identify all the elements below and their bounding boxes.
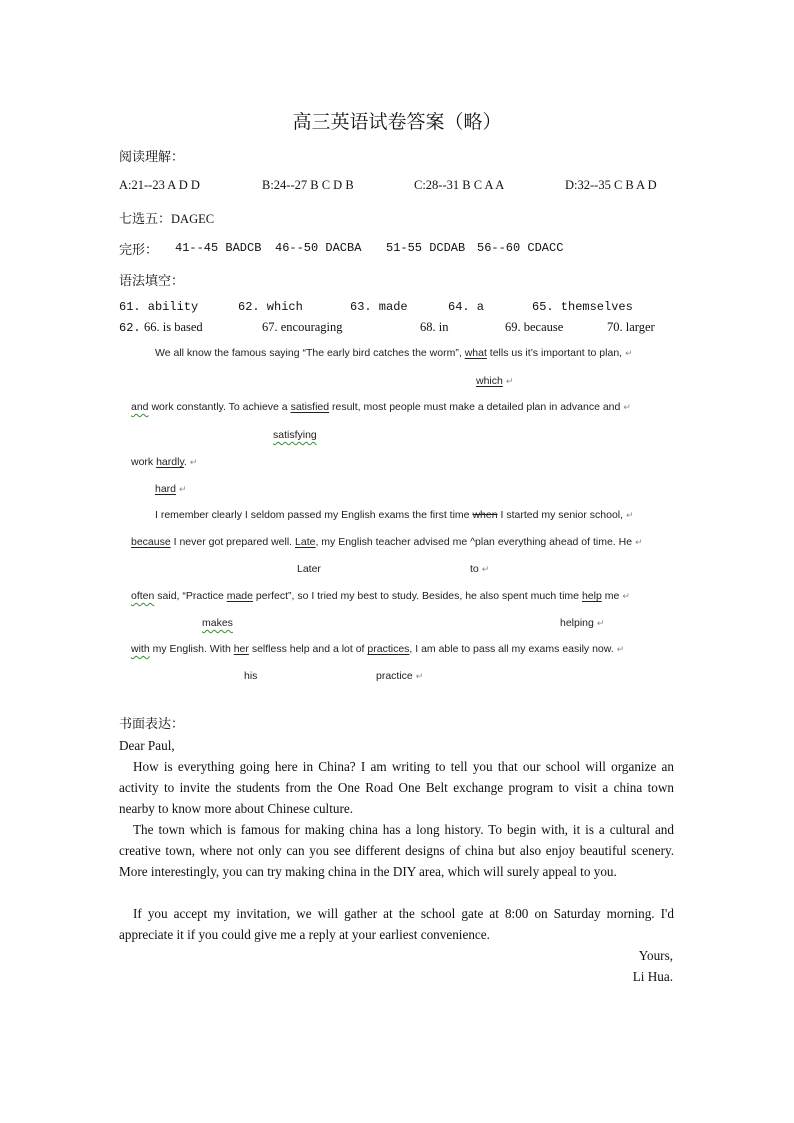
seven-answer: DAGEC [171,212,215,226]
error-late: Late [295,536,316,548]
correction-line-2: and work constantly. To achieve a satisfied result, most people must make a detailed plan in advance and ↵ [131,401,631,413]
letter-paragraph-3: If you accept my invitation, we will gather at the school gate at 8:00 on Saturday morning. I'd appreciate it if you could give me a reply at your earliest convenience. [119,906,674,942]
grammar-row2-prefix: 62. [119,321,141,335]
reading-answer-b: B:24--27 B C D B [262,178,354,192]
correction-fix-to: to ↵ [470,563,490,575]
correction-line-6: often said, “Practice made perfect”, so I tried my best to study. Besides, he also spent much time help me ↵ [131,590,630,602]
reading-heading: 阅读理解： [119,150,185,165]
error-with: with [131,643,150,655]
grammar-answer-69: 69. because [505,320,564,334]
error-made: made [226,590,253,602]
seven-choose-five [119,208,214,228]
reading-answer-d: D:32--35 C B A D [565,178,657,192]
correction-fix-hard: hard ↵ [155,483,187,495]
correction-line-5: because I never got prepared well. Late, my English teacher advised me ^plan everything ahead of time. He ↵ [131,536,643,548]
error-what: what [464,347,487,359]
correction-line-3: work hardly. ↵ [131,456,198,468]
grammar-answer-62: 62. which [238,300,303,314]
writing-heading: 书面表达： [119,717,185,732]
letter-paragraph-1: How is everything going here in China? I am writing to tell you that our school will organize an activity to invite the students from the One Road One Belt exchange program to visit a china town nearby to know more about Chinese culture. [119,759,674,816]
letter-signature: Li Hua. [632,969,673,984]
reading-answer-a: A:21--23 A D D [119,178,200,192]
correction-fix-helping: helping ↵ [560,617,605,629]
error-often: often [131,590,155,602]
error-hardly: hardly [156,456,184,468]
cloze-group-1: 41--45 BADCB [175,241,262,255]
grammar-answer-61: 61. ability [119,300,199,314]
cloze-group-3: 51-55 DCDAB [386,241,466,255]
error-because: because [131,536,171,548]
reading-answer-c: C:28--31 B C A A [414,178,505,192]
correction-fix-later: Later [297,563,321,575]
cloze-heading: 完形： [119,243,159,258]
correction-line-1: We all know the famous saying “The early bird catches the worm”, what tells us it’s important to plan, ↵ [155,347,633,359]
letter-salutation: Dear Paul, [119,738,175,753]
error-her: her [233,643,249,655]
error-and: and [131,401,149,413]
grammar-answer-68: 68. in [420,320,449,334]
letter-paragraph-2: The town which is famous for making china has a long history. To begin with, it is a cultural and creative town, where not only can you see different designs of china but also enjoy beautiful scenery. More interestingly, you can try making china in the DIY area, which will surely appeal to you. [119,822,674,879]
correction-line-7: with my English. With her selfless help and a lot of practices, I am able to pass all my exams easily now. ↵ [131,643,625,655]
correction-fix-which: which ↵ [476,375,514,387]
grammar-answer-66: 66. is based [144,320,203,334]
seven-heading: 七选五： [119,212,172,227]
grammar-answer-64: 64. a [448,300,485,314]
correction-fix-makes: makes [202,617,233,629]
error-help: help [581,590,602,602]
grammar-answer-67: 67. encouraging [262,320,343,334]
error-satisfied: satisfied [290,401,330,413]
grammar-answer-70: 70. larger [607,320,655,334]
grammar-answer-65: 65. themselves [532,300,633,314]
return-mark: ↵ [625,348,633,358]
cloze-group-2: 46--50 DACBA [275,241,362,255]
error-practices: practices [367,643,410,655]
error-when: when [472,509,498,521]
grammar-answer-63: 63. made [350,300,408,314]
correction-fix-practice: practice ↵ [376,670,424,682]
correction-fix-satisfying: satisfying [273,429,317,441]
page-title: 高三英语试卷答案（略） [292,111,502,133]
cloze-group-4: 56--60 CDACC [477,241,564,255]
correction-line-4: I remember clearly I seldom passed my English exams the first time when I started my senior school, ↵ [155,509,634,521]
letter-closing: Yours, [638,948,673,963]
grammar-heading: 语法填空： [119,274,185,289]
correction-fix-his: his [244,670,258,682]
